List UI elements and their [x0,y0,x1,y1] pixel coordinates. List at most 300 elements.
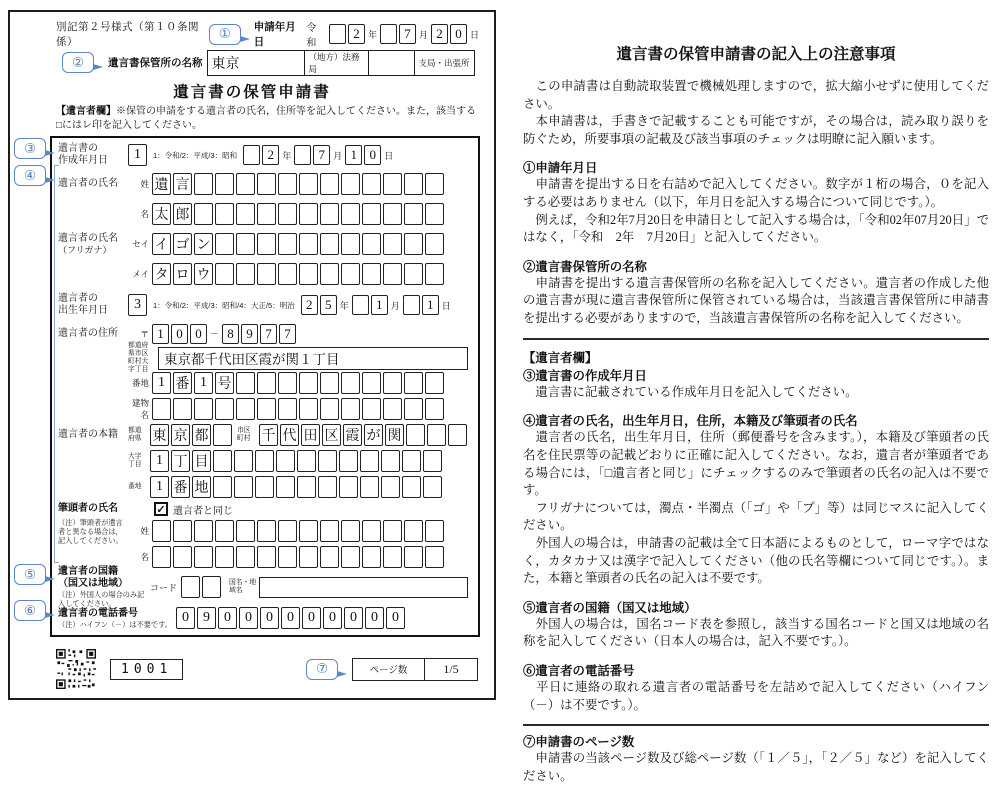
created-era-code-box[interactable]: 1 [128,144,147,166]
page-count-input[interactable]: 1/5 [443,661,459,676]
char-box[interactable] [318,476,337,498]
char-box[interactable]: 号 [215,372,234,394]
char-box[interactable] [362,398,381,420]
honseki-city-boxes [259,424,469,446]
char-box[interactable] [215,263,234,285]
country-code-boxes [181,576,223,598]
callout-4-number: ④ [23,167,37,183]
char-box[interactable] [215,398,234,420]
address-label: 遺言者の住所 [58,327,118,339]
char-box[interactable] [341,263,360,285]
callout-3-number: ③ [23,140,37,156]
char-box[interactable] [381,476,400,498]
instructions-page [513,0,995,783]
char-box[interactable] [236,520,255,542]
application-date-month-boxes [380,24,418,44]
section-5-heading: ⑤遺言者の国籍（国又は地域） [523,600,697,615]
char-box[interactable] [425,546,444,568]
char-box[interactable] [383,203,402,225]
callout-7-number: ⑦ [315,661,329,676]
hittousha-given-sub-label: 名 [140,552,149,562]
char-box[interactable]: 郎 [173,203,192,225]
char-box[interactable] [403,295,420,315]
building-boxes [152,398,446,420]
testator-section-note-head: 【遺言者欄】 [56,106,116,117]
char-box[interactable]: 関 [385,424,404,446]
char-box[interactable] [297,450,316,472]
char-box[interactable]: 番 [173,372,192,394]
char-box[interactable] [173,398,192,420]
char-box[interactable] [425,233,444,255]
form-title: 遺言書の保管申請書 [173,84,331,101]
created-year-boxes [243,145,281,165]
char-box[interactable]: 0 [344,607,363,629]
char-box[interactable]: 東 [150,424,169,446]
char-box[interactable] [255,450,274,472]
char-box[interactable] [299,233,318,255]
field-address-postal [58,321,472,346]
char-box[interactable] [278,546,297,568]
char-box[interactable]: 番 [171,476,190,498]
nationality-label: 遺言者の国籍 （国又は地域） （注）外国人の場合のみ記入してください。 [58,566,150,608]
kana-given-sub-label: メイ [132,269,149,279]
char-box[interactable] [362,520,381,542]
char-box[interactable] [320,372,339,394]
char-box[interactable] [383,546,402,568]
month-unit: 月 [418,29,428,40]
char-box[interactable]: ロ [173,263,192,285]
char-box[interactable] [360,450,379,472]
callout-3-bubble [14,138,46,159]
kana-surname-boxes [152,233,446,255]
char-box[interactable]: 0 [239,607,258,629]
char-box[interactable] [173,520,192,542]
oaza-sub-label: 大字丁目 [128,453,142,468]
form-style-note: 別記第２号様式（第１０条関係） [56,21,199,48]
char-box[interactable]: 1 [152,324,169,344]
char-box[interactable]: 霞 [343,424,362,446]
field-testator-surname [58,169,472,199]
hittousha-surname-sub-label: 姓 [140,526,149,536]
char-box[interactable] [341,233,360,255]
char-box[interactable]: 7 [399,24,416,44]
callout-5-bubble [14,564,46,585]
char-box[interactable] [341,173,360,195]
char-box[interactable]: 丁 [171,450,190,472]
char-box[interactable] [320,233,339,255]
char-box[interactable] [257,263,276,285]
address-pref-input[interactable]: 東京都千代田区霞が関１丁目 [158,347,468,370]
char-box[interactable]: 0 [281,607,300,629]
same-as-testator-label: 遺言者と同じ [173,505,233,517]
intro-paragraph: 本申請書は，手書きで記載することも可能ですが，その場合は，読み取り誤りを防ぐため，所要事項の記載及び該当事項のチェックは明瞭に記入願います。 [523,114,989,146]
hittousha-surname-boxes [152,520,446,542]
field-address-building [58,396,472,422]
field-created-date [58,141,472,169]
char-box[interactable] [236,398,255,420]
char-box[interactable]: ウ [194,263,213,285]
char-box[interactable] [318,450,337,472]
char-box[interactable]: 代 [280,424,299,446]
char-box[interactable]: 0 [171,324,188,344]
char-box[interactable] [425,372,444,394]
section-5-paragraph: 外国人の場合は，国名コード表を参照し，該当する国名コードと国又は地域の名称を記入してください（日本人の場合は，記入不要です。）。 [523,616,989,649]
kana-surname-sub-label: セイ [132,239,149,249]
char-box[interactable] [339,476,358,498]
char-box[interactable]: 太 [152,203,171,225]
char-box[interactable] [297,476,316,498]
char-box[interactable] [278,233,297,255]
char-box[interactable] [194,398,213,420]
birth-day-boxes [403,295,441,315]
char-box[interactable] [234,450,253,472]
field-kana-given-name [58,259,472,289]
char-box[interactable]: 8 [222,324,239,344]
char-box[interactable]: 0 [190,324,207,344]
char-box[interactable] [406,424,425,446]
char-box[interactable]: 千 [259,424,278,446]
char-box[interactable] [194,173,213,195]
char-box[interactable] [383,233,402,255]
char-box[interactable] [383,173,402,195]
char-box[interactable]: が [364,424,383,446]
char-box[interactable] [362,372,381,394]
char-box[interactable] [255,476,274,498]
char-box[interactable] [299,173,318,195]
char-box[interactable] [320,398,339,420]
char-box[interactable] [215,520,234,542]
same-as-testator-checkbox[interactable]: ✓ [154,502,168,516]
char-box[interactable]: 1 [194,372,213,394]
phone-label: 遺言者の電話番号 （注）ハイフン（－）は不要です。 [58,608,176,629]
char-box[interactable] [404,398,423,420]
honseki-label: 遺言者の本籍 [58,429,118,440]
char-box[interactable] [278,398,297,420]
char-box[interactable] [236,203,255,225]
char-box[interactable] [383,398,402,420]
char-box[interactable] [362,173,381,195]
callout-6-number: ⑥ [23,602,37,618]
char-box[interactable]: 1 [345,145,362,165]
char-box[interactable] [152,520,171,542]
char-box[interactable]: 都 [192,424,211,446]
char-box[interactable] [152,398,171,420]
char-box[interactable]: 京 [171,424,190,446]
char-box[interactable] [427,424,446,446]
callout-6-bubble [14,600,46,621]
postal-boxes-1 [152,324,209,344]
char-box[interactable] [257,173,276,195]
field-address-pref [58,342,472,373]
char-box[interactable] [299,203,318,225]
section-divider [523,724,989,726]
section-3-heading: ③遺言書の作成年月日 [523,368,647,383]
application-form-page [8,10,496,700]
surname-sub-label: 姓 [140,179,149,189]
page-count-table [352,658,478,681]
char-box[interactable] [448,424,467,446]
char-box[interactable] [152,546,171,568]
char-box[interactable] [215,546,234,568]
group-4-bracket [54,165,59,563]
field-kana-surname [58,229,472,259]
application-date-label: 申請年月日 [253,21,296,48]
char-box[interactable] [425,203,444,225]
form-header-row [56,21,482,49]
char-box[interactable] [425,173,444,195]
char-box[interactable] [202,576,221,598]
hittousha-note: （注）筆頭者が遺言者と異なる場合は，記入してください。 [58,517,123,545]
char-box[interactable] [383,520,402,542]
char-box[interactable] [194,203,213,225]
char-box[interactable]: 1 [422,295,439,315]
char-box[interactable] [383,372,402,394]
char-box[interactable] [352,295,369,315]
pref-city-sub-label: 都道府県市区町村大字丁目 [128,342,149,373]
char-box[interactable] [257,398,276,420]
char-box[interactable] [360,476,379,498]
field-address-banchi [58,370,472,396]
char-box[interactable] [383,263,402,285]
char-box[interactable] [423,450,442,472]
section-4-paragraph: 遺言者の氏名，出生年月日，住所（郵便番号を含みます。），本籍及び筆頭者の氏名を住民票等の記載どおりに正確に記入してください。なお，遺言者が筆頭者である場合には，「□遺言者と同じ」にチェックするのみで筆頭者の氏名の記入は不要です。 [523,430,989,498]
char-box[interactable] [236,173,255,195]
section-1-paragraph: 申請書を提出する日を右詰めで記入してください。数字が１桁の場合，０を記入する必要はありません（以下，年月日を記入する場合について同じです。）。 [523,177,989,210]
birth-year-boxes [301,295,339,315]
birth-date-label: 遺言者の 出生年月日 [58,293,108,316]
char-box[interactable]: 2 [262,145,279,165]
legal-affairs-bureau-label: （地方）法務局 [304,51,368,75]
char-box[interactable] [278,263,297,285]
honseki-oaza-boxes [150,450,444,472]
callout-5-number: ⑤ [23,566,37,582]
char-box[interactable]: 0 [386,607,405,629]
char-box[interactable]: 0 [176,607,195,629]
char-box[interactable] [341,398,360,420]
char-box[interactable] [257,520,276,542]
callout-1-number: ① [218,26,231,41]
char-box[interactable]: 7 [279,324,296,344]
char-box[interactable]: 言 [173,173,192,195]
char-box[interactable] [215,173,234,195]
char-box[interactable]: 9 [241,324,258,344]
char-box[interactable] [339,450,358,472]
section-6-heading: ⑥遺言者の電話番号 [523,664,635,679]
char-box[interactable] [299,398,318,420]
section-1-heading: ①申請年月日 [523,161,598,176]
field-nationality [58,566,472,608]
char-box[interactable]: 1 [150,450,169,472]
char-box[interactable] [380,24,397,44]
callout-4-bubble [14,165,46,186]
char-box[interactable] [402,476,421,498]
phone-note: （注）ハイフン（－）は不要です。 [58,619,172,629]
char-box[interactable] [243,145,260,165]
section-7-paragraph: 申請書の当該ページ数及び総ページ数（「１／５」，「２／５」など）を記入してください。 [523,751,989,783]
section-6-paragraph: 平日に連絡の取れる遺言者の電話番号を左詰めで記入してください（ハイフン（－）は不要です。）。 [523,680,989,712]
country-code-label: コード [150,582,178,593]
char-box[interactable] [299,520,318,542]
char-box[interactable] [425,263,444,285]
field-honseki [58,422,472,448]
char-box[interactable] [362,546,381,568]
char-box[interactable]: 2 [301,295,318,315]
char-box[interactable] [194,546,213,568]
building-sub-label: 建物名 [131,398,149,420]
month-unit: 月 [390,300,400,311]
char-box[interactable]: ゴ [173,233,192,255]
char-box[interactable] [341,546,360,568]
section-divider [523,338,989,340]
char-box[interactable] [404,520,423,542]
char-box[interactable] [362,203,381,225]
char-box[interactable] [329,24,346,44]
char-box[interactable] [215,203,234,225]
honseki-banchi-sub-label: 番地 [128,483,142,491]
field-honseki-banchi [58,474,472,500]
postal-dash: － [210,329,220,339]
given-name-sub-label: 名 [140,209,149,219]
char-box[interactable] [362,233,381,255]
field-hittousha-checkbox-row [58,500,472,518]
char-box[interactable] [320,263,339,285]
char-box[interactable]: 2 [431,24,448,44]
application-date-day-boxes [431,24,469,44]
char-box[interactable] [299,372,318,394]
char-box[interactable] [341,203,360,225]
section-4-heading: ④遺言者の氏名，出生年月日，住所，本籍及び筆頭者の氏名 [523,414,858,429]
char-box[interactable] [278,372,297,394]
char-box[interactable] [381,450,400,472]
birth-month-boxes [352,295,390,315]
char-box[interactable]: 田 [301,424,320,446]
char-box[interactable]: 地 [192,476,211,498]
char-box[interactable] [213,476,232,498]
section-2-paragraph: 申請書を提出する遺言書保管所の名称を記入してください。遺言者の作成した他の遺言書が現に遺言書保管所に保管されている場合は，当該遺言書保管所に申請書を提出する必要がありますので，当該遺言書保管所の名称を記入してください。 [523,275,989,326]
instructions-title: 遺言書の保管申請書の記入上の注意事項 [616,46,896,63]
country-name-input[interactable] [259,577,468,598]
char-box[interactable] [299,546,318,568]
day-unit: 日 [384,150,394,161]
birth-era-code-box[interactable]: 3 [128,294,147,316]
char-box[interactable]: 区 [322,424,341,446]
char-box[interactable]: 0 [260,607,279,629]
char-box[interactable] [404,546,423,568]
callout-7-bubble [306,659,338,680]
char-box[interactable] [404,372,423,394]
char-box[interactable] [257,546,276,568]
char-box[interactable]: イ [152,233,171,255]
char-box[interactable] [423,476,442,498]
char-box[interactable]: 9 [197,607,216,629]
section-3-paragraph: 遺言書に記載されている作成年月日を記入してください。 [523,384,858,399]
char-box[interactable] [181,576,200,598]
field-testator-given-name [58,199,472,229]
char-box[interactable] [236,263,255,285]
char-box[interactable]: 目 [192,450,211,472]
char-box[interactable] [404,203,423,225]
char-box[interactable] [320,520,339,542]
char-box[interactable]: 1 [150,476,169,498]
char-box[interactable] [404,173,423,195]
char-box[interactable] [236,546,255,568]
char-box[interactable] [402,450,421,472]
char-box[interactable] [276,450,295,472]
char-box[interactable] [278,520,297,542]
char-box[interactable] [213,424,232,446]
postal-boxes-2 [222,324,298,344]
char-box[interactable] [341,372,360,394]
char-box[interactable] [404,233,423,255]
char-box[interactable] [234,476,253,498]
char-box[interactable]: 0 [218,607,237,629]
char-box[interactable] [257,372,276,394]
char-box[interactable]: 7 [260,324,277,344]
hittousha-label: 筆頭者の氏名 [58,503,118,514]
char-box[interactable]: 1 [152,372,171,394]
char-box[interactable] [320,203,339,225]
char-box[interactable]: 5 [320,295,337,315]
char-box[interactable] [257,233,276,255]
testator-name-label: 遺言者の氏名 [58,178,118,189]
char-box[interactable] [425,398,444,420]
char-box[interactable] [341,520,360,542]
section-4-paragraph: 外国人の場合は，申請書の記載は全て日本語によるものとして，ローマ字ではなく，カタカナ又は漢字で記入してください（他の氏名等欄について同じです。）。また，本籍と筆頭者の氏名の記入は不要です。 [523,535,989,586]
char-box[interactable] [278,173,297,195]
callout-2-number: ② [71,54,85,70]
field-birth-date [58,289,472,321]
char-box[interactable] [278,203,297,225]
char-box[interactable] [425,520,444,542]
qr-code [56,649,96,689]
created-day-boxes [345,145,383,165]
char-box[interactable] [213,450,232,472]
char-box[interactable] [362,263,381,285]
char-box[interactable]: 0 [450,24,467,44]
char-box[interactable]: 遺 [152,173,171,195]
char-box[interactable]: 0 [365,607,384,629]
char-box[interactable] [257,203,276,225]
office-branch-input[interactable] [368,51,414,75]
char-box[interactable]: 0 [323,607,342,629]
kana-name-label: 遺言者の氏名 （フリガナ） [58,232,118,255]
honseki-city-sub-label: 市区町村 [237,427,251,442]
char-box[interactable]: 0 [364,145,381,165]
char-box[interactable]: 0 [302,607,321,629]
char-box[interactable] [294,145,311,165]
char-box[interactable] [236,233,255,255]
char-box[interactable] [215,233,234,255]
created-month-boxes [294,145,332,165]
char-box[interactable]: 7 [313,145,330,165]
char-box[interactable] [299,263,318,285]
char-box[interactable]: 2 [348,24,365,44]
char-box[interactable] [320,546,339,568]
char-box[interactable] [194,520,213,542]
field-honseki-oaza [58,448,472,474]
char-box[interactable]: 1 [371,295,388,315]
char-box[interactable]: タ [152,263,171,285]
office-name-input[interactable]: 東京 [211,56,240,72]
char-box[interactable] [236,372,255,394]
char-box[interactable] [320,173,339,195]
created-date-label: 遺言書の 作成年月日 [58,143,108,166]
char-box[interactable] [173,546,192,568]
char-box[interactable] [404,263,423,285]
char-box[interactable] [276,476,295,498]
testator-section-note-body: ※保管の申請をする遺言者の氏名，住所等を記入してください。また，該当する□にはレ印を記入してください。 [56,106,476,131]
char-box[interactable]: ン [194,233,213,255]
